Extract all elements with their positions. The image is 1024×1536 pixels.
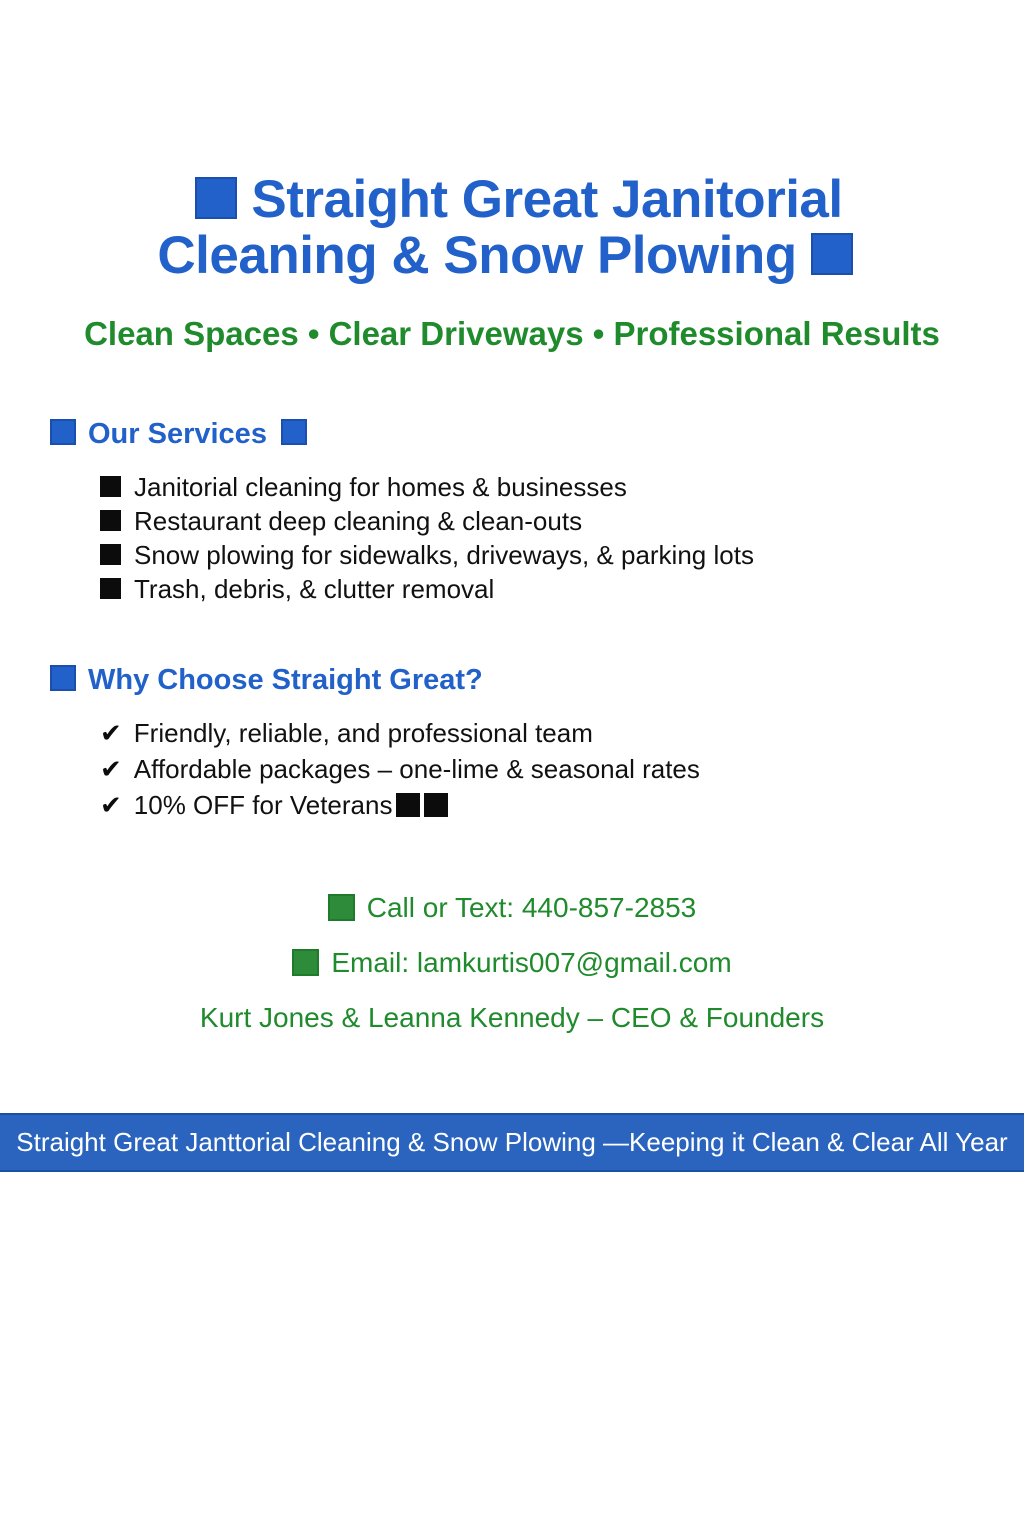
- service-item-text: Snow plowing for sidewalks, driveways, & parking lots: [134, 540, 754, 570]
- contact-block: [0, 892, 1024, 1057]
- service-item-text: Restaurant deep cleaning & clean-outs: [134, 506, 583, 536]
- why-item-text: 10% OFF for Veterans: [133, 790, 393, 820]
- services-heading: [50, 418, 307, 451]
- blue-square-icon: [281, 419, 307, 445]
- list-item: [100, 752, 700, 786]
- page-title-line2: [0, 228, 1024, 284]
- why-choose-heading: [50, 664, 483, 697]
- service-item-text: Janitorial cleaning for homes & businesses: [134, 472, 627, 502]
- checkmark-icon: ✔: [100, 754, 122, 784]
- service-item-text: Trash, debris, & clutter removal: [134, 574, 495, 604]
- footer-bar: [0, 1113, 1024, 1172]
- black-square-icon: [100, 476, 121, 497]
- list-item: [100, 572, 754, 606]
- why-choose-heading-text: Why Choose Straight Great?: [88, 664, 483, 696]
- blue-square-icon: [50, 665, 76, 691]
- black-square-icon: [100, 578, 121, 599]
- checkmark-icon: ✔: [100, 790, 122, 820]
- services-list: [100, 470, 754, 606]
- checkmark-icon: ✔: [100, 718, 122, 748]
- why-item-text: Affordable packages – one-lime & seasonal rates: [133, 754, 700, 784]
- why-choose-list: [100, 716, 700, 824]
- black-square-icon: [100, 510, 121, 531]
- why-item-text: Friendly, reliable, and professional team: [133, 718, 593, 748]
- title-text-line2: Cleaning & Snow Plowing: [157, 226, 797, 286]
- list-item: [100, 504, 754, 538]
- list-item: [100, 716, 700, 750]
- black-square-icon: [424, 793, 448, 817]
- list-item: [100, 538, 754, 572]
- blue-square-icon: [50, 419, 76, 445]
- green-square-icon: [328, 894, 355, 921]
- phone-text: Call or Text: 440-857-2853: [366, 892, 697, 923]
- black-square-icon: [396, 793, 420, 817]
- blue-square-icon: [811, 233, 853, 275]
- title-text-line1: Straight Great Janitorial: [251, 170, 843, 229]
- green-square-icon: [292, 949, 319, 976]
- founders-line: Kurt Jones & Leanna Kennedy – CEO & Founders: [199, 1002, 825, 1033]
- services-heading-text: Our Services: [88, 418, 267, 450]
- page-title-line1: [0, 172, 1024, 228]
- footer-text: Straight Great Janttorial Cleaning & Snow Plowing —Keeping it Clean & Clear All Year: [16, 1127, 1008, 1157]
- email-line: [0, 947, 1024, 979]
- list-item: [100, 470, 754, 504]
- page-title: [0, 172, 1024, 284]
- blue-square-icon: [195, 177, 237, 219]
- tagline: Clean Spaces • Clear Driveways • Professional Results: [84, 315, 940, 352]
- list-item: [100, 788, 700, 822]
- black-square-icon: [100, 544, 121, 565]
- email-text: Email: lamkurtis007@gmail.com: [331, 947, 732, 978]
- phone-line: [0, 892, 1024, 924]
